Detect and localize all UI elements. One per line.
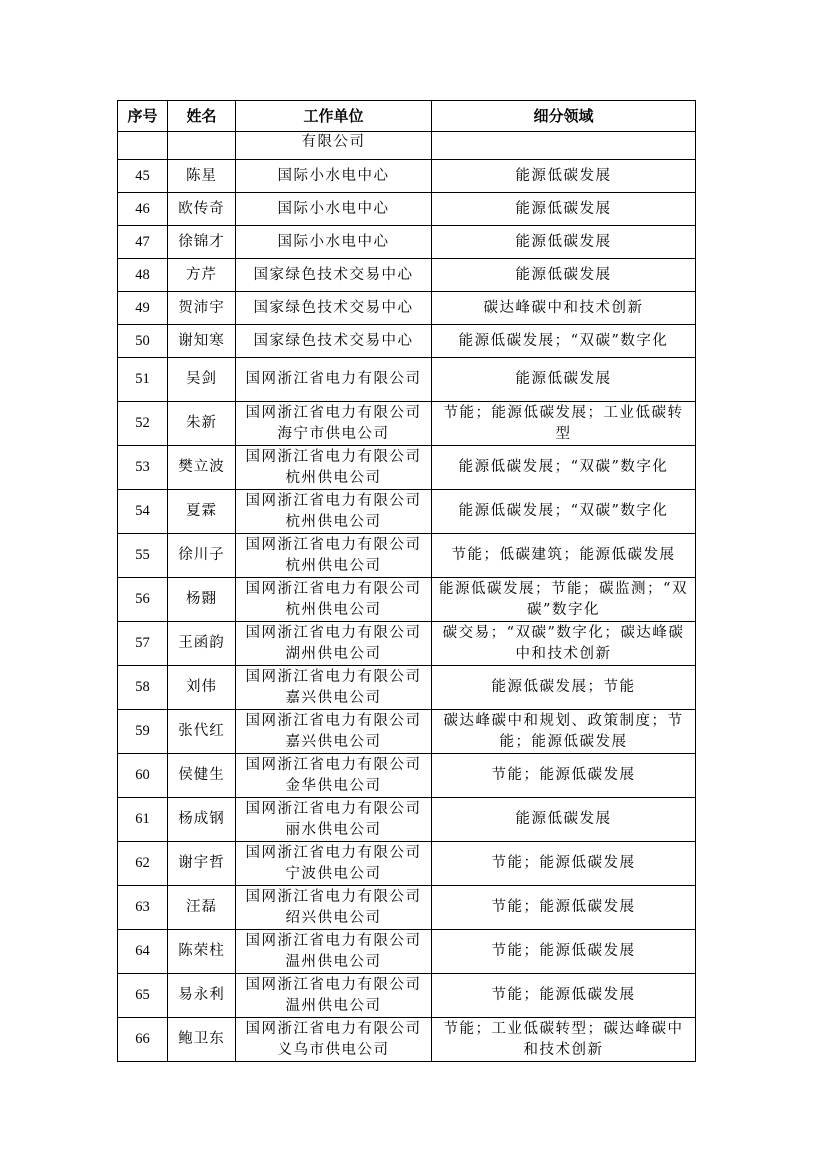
table-row xyxy=(118,490,696,534)
table-row xyxy=(118,446,696,490)
cell-field: 能源低碳发展；节能 xyxy=(432,666,696,710)
cell-unit: 国际小水电中心 xyxy=(236,160,432,193)
cell-no: 64 xyxy=(118,930,168,974)
cell-unit: 国际小水电中心 xyxy=(236,226,432,259)
cell-field: 节能；能源低碳发展；工业低碳转型 xyxy=(432,402,696,446)
cell-no: 59 xyxy=(118,710,168,754)
cell-field: 能源低碳发展 xyxy=(432,798,696,842)
cell-unit: 国家绿色技术交易中心 xyxy=(236,292,432,325)
cell-no: 49 xyxy=(118,292,168,325)
cell-unit: 国网浙江省电力有限公司 xyxy=(236,358,432,402)
table-row xyxy=(118,886,696,930)
cell-field: 能源低碳发展；“双碳”数字化 xyxy=(432,446,696,490)
cell-name: 易永利 xyxy=(168,974,236,1018)
cell-unit: 国网浙江省电力有限公司金华供电公司 xyxy=(236,754,432,798)
cell-unit: 国网浙江省电力有限公司温州供电公司 xyxy=(236,930,432,974)
table-row xyxy=(118,1018,696,1062)
cell-no: 47 xyxy=(118,226,168,259)
cell-no: 61 xyxy=(118,798,168,842)
cell-unit: 国网浙江省电力有限公司绍兴供电公司 xyxy=(236,886,432,930)
cell-field: 节能；工业低碳转型；碳达峰碳中和技术创新 xyxy=(432,1018,696,1062)
table-row xyxy=(118,193,696,226)
cell-no: 50 xyxy=(118,325,168,358)
cell-field: 碳达峰碳中和规划、政策制度；节能；能源低碳发展 xyxy=(432,710,696,754)
cell-field: 碳交易；“双碳”数字化；碳达峰碳中和技术创新 xyxy=(432,622,696,666)
cell-name: 方芹 xyxy=(168,259,236,292)
header-work-unit: 工作单位 xyxy=(236,101,432,132)
table-row xyxy=(118,292,696,325)
cell-name: 汪磊 xyxy=(168,886,236,930)
cell-no: 65 xyxy=(118,974,168,1018)
cell-field: 节能；低碳建筑；能源低碳发展 xyxy=(432,534,696,578)
cell-field: 能源低碳发展；“双碳”数字化 xyxy=(432,325,696,358)
table-row xyxy=(118,666,696,710)
cell-unit: 国网浙江省电力有限公司杭州供电公司 xyxy=(236,490,432,534)
cell-no: 66 xyxy=(118,1018,168,1062)
cell-name: 侯健生 xyxy=(168,754,236,798)
cell-no: 55 xyxy=(118,534,168,578)
header-field: 细分领域 xyxy=(432,101,696,132)
table-row xyxy=(118,930,696,974)
table-row xyxy=(118,226,696,259)
cell-no: 56 xyxy=(118,578,168,622)
cell-unit: 国网浙江省电力有限公司温州供电公司 xyxy=(236,974,432,1018)
cell-field: 能源低碳发展；“双碳”数字化 xyxy=(432,490,696,534)
table-row xyxy=(118,798,696,842)
cell-name: 刘伟 xyxy=(168,666,236,710)
table-row xyxy=(118,358,696,402)
cell-field: 节能；能源低碳发展 xyxy=(432,974,696,1018)
cell-field: 能源低碳发展 xyxy=(432,226,696,259)
cell-name xyxy=(168,132,236,160)
cell-field xyxy=(432,132,696,160)
table-row xyxy=(118,974,696,1018)
cell-no: 58 xyxy=(118,666,168,710)
cell-no: 46 xyxy=(118,193,168,226)
cell-field: 节能；能源低碳发展 xyxy=(432,842,696,886)
cell-unit: 国网浙江省电力有限公司嘉兴供电公司 xyxy=(236,666,432,710)
table-row xyxy=(118,160,696,193)
cell-no: 62 xyxy=(118,842,168,886)
header-name: 姓名 xyxy=(168,101,236,132)
table-row xyxy=(118,710,696,754)
cell-unit: 国网浙江省电力有限公司杭州供电公司 xyxy=(236,534,432,578)
table-row-continuation xyxy=(118,132,696,160)
cell-name: 谢宇哲 xyxy=(168,842,236,886)
cell-field: 能源低碳发展 xyxy=(432,358,696,402)
cell-field: 节能；能源低碳发展 xyxy=(432,886,696,930)
expert-roster-table xyxy=(117,100,696,1062)
cell-no: 60 xyxy=(118,754,168,798)
cell-unit: 国网浙江省电力有限公司杭州供电公司 xyxy=(236,578,432,622)
cell-unit: 国家绿色技术交易中心 xyxy=(236,325,432,358)
cell-unit: 国网浙江省电力有限公司丽水供电公司 xyxy=(236,798,432,842)
cell-name: 樊立波 xyxy=(168,446,236,490)
cell-field: 能源低碳发展 xyxy=(432,160,696,193)
cell-no: 63 xyxy=(118,886,168,930)
cell-name: 夏霖 xyxy=(168,490,236,534)
cell-name: 徐锦才 xyxy=(168,226,236,259)
cell-name: 陈荣柱 xyxy=(168,930,236,974)
cell-name: 谢知寒 xyxy=(168,325,236,358)
table-row xyxy=(118,534,696,578)
table-row xyxy=(118,622,696,666)
cell-field: 节能；能源低碳发展 xyxy=(432,930,696,974)
cell-name: 欧传奇 xyxy=(168,193,236,226)
cell-field: 能源低碳发展 xyxy=(432,259,696,292)
cell-no: 51 xyxy=(118,358,168,402)
cell-name: 陈星 xyxy=(168,160,236,193)
table-row xyxy=(118,578,696,622)
table-row xyxy=(118,754,696,798)
table-header-row xyxy=(118,101,696,132)
cell-name: 杨翾 xyxy=(168,578,236,622)
cell-name: 张代红 xyxy=(168,710,236,754)
cell-unit: 国际小水电中心 xyxy=(236,193,432,226)
cell-unit: 国网浙江省电力有限公司杭州供电公司 xyxy=(236,446,432,490)
cell-name: 贺沛宇 xyxy=(168,292,236,325)
cell-name: 王函韵 xyxy=(168,622,236,666)
cell-no: 57 xyxy=(118,622,168,666)
cell-field: 碳达峰碳中和技术创新 xyxy=(432,292,696,325)
cell-no: 53 xyxy=(118,446,168,490)
cell-unit: 国家绿色技术交易中心 xyxy=(236,259,432,292)
cell-unit: 国网浙江省电力有限公司嘉兴供电公司 xyxy=(236,710,432,754)
cell-name: 朱新 xyxy=(168,402,236,446)
cell-no: 45 xyxy=(118,160,168,193)
cell-name: 鲍卫东 xyxy=(168,1018,236,1062)
cell-field: 节能；能源低碳发展 xyxy=(432,754,696,798)
table-row xyxy=(118,259,696,292)
table-row xyxy=(118,325,696,358)
cell-no: 52 xyxy=(118,402,168,446)
table-row xyxy=(118,402,696,446)
cell-unit: 有限公司 xyxy=(236,132,432,160)
cell-unit: 国网浙江省电力有限公司宁波供电公司 xyxy=(236,842,432,886)
cell-field: 能源低碳发展；节能；碳监测；“双碳”数字化 xyxy=(432,578,696,622)
header-serial-number: 序号 xyxy=(118,101,168,132)
cell-unit: 国网浙江省电力有限公司海宁市供电公司 xyxy=(236,402,432,446)
cell-unit: 国网浙江省电力有限公司湖州供电公司 xyxy=(236,622,432,666)
cell-name: 吴剑 xyxy=(168,358,236,402)
cell-no xyxy=(118,132,168,160)
cell-name: 徐川子 xyxy=(168,534,236,578)
cell-unit: 国网浙江省电力有限公司义乌市供电公司 xyxy=(236,1018,432,1062)
cell-no: 54 xyxy=(118,490,168,534)
table-row xyxy=(118,842,696,886)
cell-no: 48 xyxy=(118,259,168,292)
cell-name: 杨成钢 xyxy=(168,798,236,842)
cell-field: 能源低碳发展 xyxy=(432,193,696,226)
